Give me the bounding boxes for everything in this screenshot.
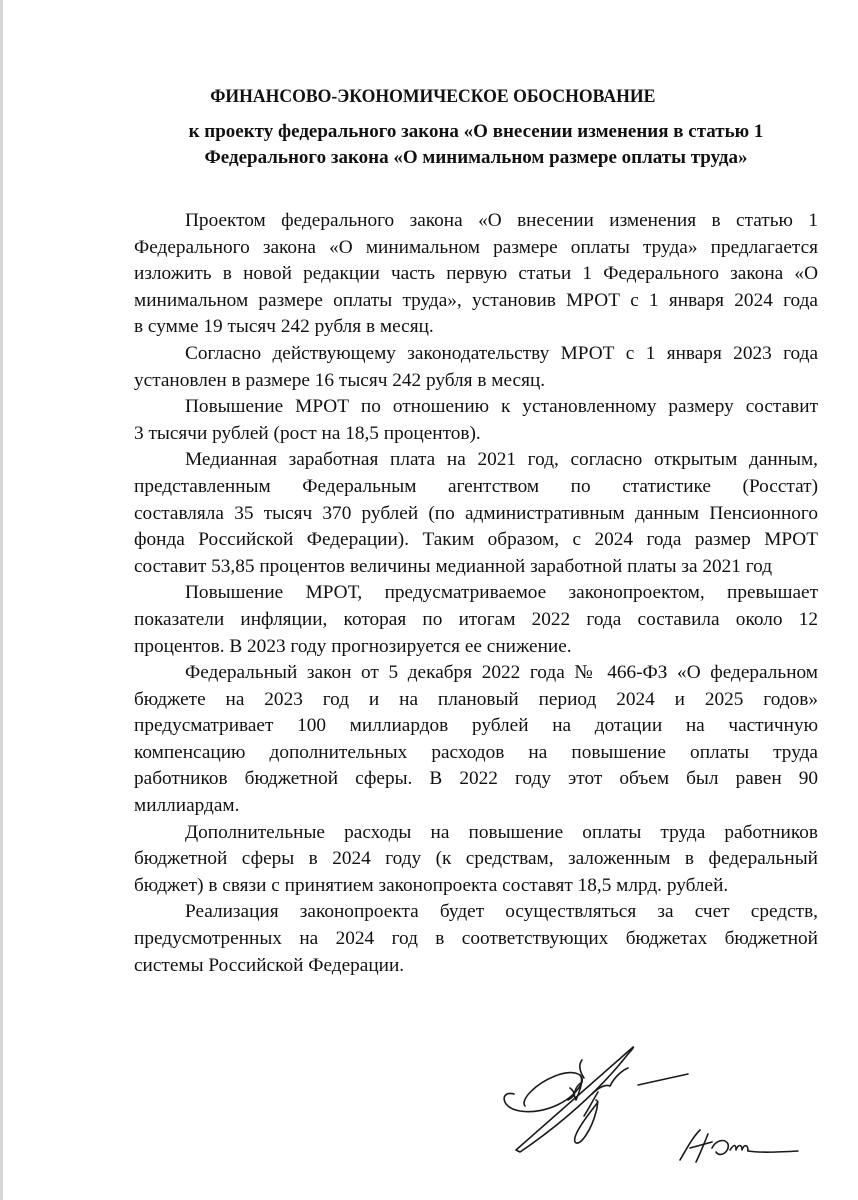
text-line: представленным Федеральным агентством по статистике (Росстат)	[134, 475, 818, 497]
paragraph-additional-expenses	[134, 820, 818, 900]
text-line: Повышение МРОТ, предусматриваемое законопроектом, превышает	[185, 582, 818, 604]
text-line: Проектом федерального закона «О внесении изменения в статью 1	[185, 210, 818, 231]
text-line: 3 тысячи рублей (рост на 18,5 процентов).	[134, 422, 481, 444]
text-line: бюджет) в связи с принятием законопроекта составят 18,5 млрд. рублей.	[134, 874, 729, 896]
text-line: составит 53,85 процентов величины медианной заработной платы за 2021 год	[134, 555, 773, 577]
text-line: фонда Российской Федерации). Таким образом, с 2024 года размер МРОТ	[134, 529, 818, 551]
text-line: бюджете на 2023 год и на плановый период 2024 и 2025 годов»	[134, 688, 818, 710]
paragraph-implementation	[134, 899, 818, 979]
text-line: системы Российской Федерации.	[134, 954, 405, 976]
text-line: Повышение МРОТ по отношению к установленному размеру составит	[185, 396, 818, 418]
text-line: показатели инфляции, которая по итогам 2022 года составила около 12	[134, 608, 818, 630]
text-line: миллиардам.	[134, 795, 240, 817]
text-line: в сумме 19 тысяч 242 рубля в месяц.	[134, 316, 434, 338]
text-line: составляла 35 тысяч 370 рублей (по административным данным Пенсионного	[134, 502, 818, 524]
text-line: минимальном размере оплаты труда», установив МРОТ с 1 января 2024 года	[134, 289, 818, 311]
text-line: бюджетной сферы в 2024 году (к средствам, заложенным в федеральный	[134, 848, 818, 870]
text-line: предусматривает 100 миллиардов рублей на дотации на частичную	[134, 715, 818, 737]
handwritten-signature	[480, 1020, 858, 1200]
subtitle-line: к проекту федерального закона «О внесении изменения в статью 1	[188, 121, 764, 142]
text-line: Реализация законопроекта будет осуществляться за счет средств,	[185, 901, 818, 923]
text-line: предусмотренных на 2024 год в соответствующих бюджетах бюджетной	[134, 928, 818, 950]
text-line: процентов. В 2023 году прогнозируется ее снижение.	[134, 635, 572, 657]
document-title: ФИНАНСОВО-ЭКОНОМИЧЕСКОЕ ОБОСНОВАНИЕ	[210, 86, 656, 107]
paragraph-mrot-proposal	[134, 208, 818, 341]
paragraph-mrot-increase	[134, 394, 818, 447]
paragraph-inflation	[134, 580, 818, 660]
document-subtitle	[134, 119, 818, 171]
text-line: Федерального закона «О минимальном размере оплаты труда» предлагается	[134, 236, 818, 258]
text-line: Федеральный закон от 5 декабря 2022 года № 466-ФЗ «О федеральном	[185, 662, 818, 684]
text-line: компенсацию дополнительных расходов на повышение оплаты труда	[134, 741, 818, 763]
paragraph-current-mrot	[134, 341, 818, 394]
document-body	[134, 208, 818, 979]
text-line: работников бюджетной сферы. В 2022 году этот объем был равен 90	[134, 768, 818, 790]
text-line: Дополнительные расходы на повышение оплаты труда работников	[185, 821, 818, 843]
text-line: изложить в новой редакции часть первую статьи 1 Федерального закона «О	[134, 263, 818, 285]
text-line: Медианная заработная плата на 2021 год, согласно открытым данным,	[185, 449, 818, 471]
paragraph-federal-budget-law	[134, 660, 818, 820]
text-line: Согласно действующему законодательству МРОТ с 1 января 2023 года	[185, 342, 818, 364]
subtitle-line: Федерального закона «О минимальном размере оплаты труда»	[204, 147, 748, 168]
paragraph-median-wage	[134, 447, 818, 580]
text-line: установлен в размере 16 тысяч 242 рубля в месяц.	[134, 369, 546, 391]
